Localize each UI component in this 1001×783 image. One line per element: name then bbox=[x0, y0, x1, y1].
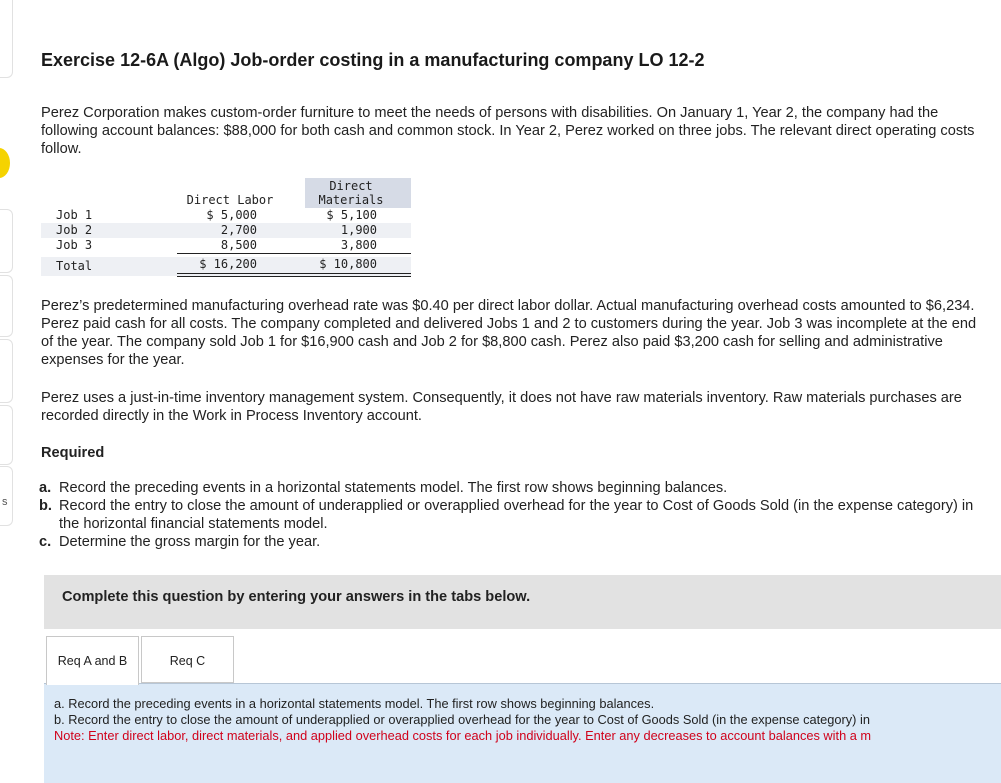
side-panel-stub bbox=[0, 275, 13, 337]
overhead-paragraph: Perez’s predetermined manufacturing overhead rate was $0.40 per direct labor dollar. Actual manufacturing overhead costs amounted to $6,234. Perez paid cash for all costs. The company completed and delivered Jobs 1 and 2 to customers during the year. Job 3 was incomplete at the end of the year. The company sold Job 1 for $16,900 cash and Job 2 for $8,800 cash. Perez also paid $3,200 cash for selling and administrative expenses for the year. bbox=[41, 298, 977, 368]
total-labor-value: $ 16,200 bbox=[199, 257, 257, 271]
list-item bbox=[39, 533, 984, 551]
exercise-title: Exercise 12-6A (Algo) Job-order costing in a manufacturing company LO 12-2 bbox=[41, 50, 705, 70]
materials-value: $ 5,100 bbox=[326, 208, 377, 222]
tab-content-panel bbox=[44, 683, 1001, 783]
list-item bbox=[39, 497, 984, 533]
tab-req-a-and-b[interactable] bbox=[46, 636, 139, 685]
materials-value: 3,800 bbox=[340, 238, 377, 252]
banner-text: Complete this question by entering your answers in the tabs below. bbox=[62, 589, 531, 605]
table-row bbox=[41, 223, 411, 238]
required-heading: Required bbox=[41, 445, 105, 461]
job-label: Job 3 bbox=[56, 238, 93, 252]
header-direct-materials: Materials bbox=[318, 193, 384, 207]
materials-value: 1,900 bbox=[340, 223, 377, 237]
subtotal-rule bbox=[177, 253, 411, 254]
labor-value: 8,500 bbox=[220, 238, 257, 252]
requirements-list bbox=[39, 479, 984, 551]
item-letter: c. bbox=[39, 534, 52, 550]
header-direct-labor: Direct Labor bbox=[186, 193, 274, 207]
tab-req-c[interactable] bbox=[141, 636, 234, 683]
job-costs-table bbox=[41, 178, 411, 278]
item-letter: b. bbox=[39, 498, 52, 514]
labor-value: $ 5,000 bbox=[206, 208, 257, 222]
panel-note: Note: Enter direct labor, direct materials, and applied overhead costs for each job individually. Enter any decreases to account balances with a m bbox=[54, 728, 872, 743]
side-panel-stub bbox=[0, 0, 13, 78]
side-panel-stub bbox=[0, 405, 13, 465]
intro-paragraph: Perez Corporation makes custom-order furniture to meet the needs of persons with disabilities. On January 1, Year 2, the company had the following account balances: $88,000 for both cash and common stock. In Year 2, Perez worked on three jobs. The relevant direct operating costs follow. bbox=[41, 105, 975, 157]
instruction-banner bbox=[44, 575, 1001, 629]
table-header bbox=[41, 178, 411, 208]
panel-instruction-b: b. Record the entry to close the amount of underapplied or overapplied overhead for the year to Cost of Goods Sold (in the expense category) in bbox=[54, 712, 870, 727]
header-direct-materials: Direct bbox=[329, 179, 373, 193]
tab-label: Req C bbox=[169, 654, 206, 668]
side-panel-stub bbox=[0, 339, 13, 403]
total-label: Total bbox=[56, 259, 93, 273]
table-row bbox=[41, 208, 411, 223]
job-label: Job 1 bbox=[56, 208, 93, 222]
item-text: Determine the gross margin for the year. bbox=[59, 534, 321, 550]
progress-indicator-dot bbox=[0, 148, 10, 178]
item-text: Record the entry to close the amount of underapplied or overapplied overhead for the year to Cost of Goods Sold (in the expense category) in the horizontal financial statements model. bbox=[59, 498, 974, 532]
total-materials-value: $ 10,800 bbox=[319, 257, 377, 271]
item-text: Record the preceding events in a horizontal statements model. The first row shows beginning balances. bbox=[59, 480, 728, 496]
tab-label: Req A and B bbox=[57, 654, 128, 668]
side-panel-stub bbox=[0, 209, 13, 273]
total-double-rule bbox=[177, 273, 411, 277]
table-row bbox=[41, 238, 411, 253]
panel-instruction-a: a. Record the preceding events in a horizontal statements model. The first row shows beginning balances. bbox=[54, 696, 655, 711]
labor-value: 2,700 bbox=[220, 223, 257, 237]
job-label: Job 2 bbox=[56, 223, 93, 237]
list-item bbox=[39, 479, 984, 497]
jit-paragraph: Perez uses a just-in-time inventory management system. Consequently, it does not have raw materials inventory. Raw materials purchases are recorded directly in the Work in Process Inventory account. bbox=[41, 390, 962, 424]
item-letter: a. bbox=[39, 480, 52, 496]
side-glyph: s bbox=[2, 496, 8, 508]
